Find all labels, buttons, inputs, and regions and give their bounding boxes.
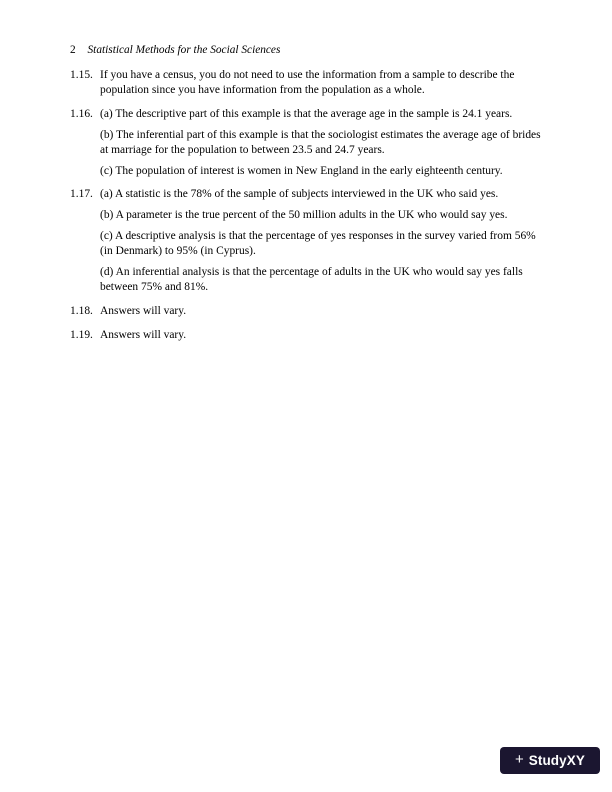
watermark-label-part1: Study bbox=[528, 753, 567, 768]
watermark-label bbox=[529, 753, 585, 768]
list-item bbox=[70, 328, 548, 343]
item-paragraph: (b) The inferential part of this example is that the sociologist estimates the average age of brides at marriage for the population to between 23.5 and 24.7 years. bbox=[100, 128, 541, 156]
watermark-label-part2: XY bbox=[566, 753, 585, 768]
page-header bbox=[70, 44, 280, 56]
item-number: 1.15. bbox=[70, 69, 93, 81]
item-paragraph: (c) The population of interest is women in New England in the early eighteenth century. bbox=[100, 164, 503, 177]
item-number: 1.16. bbox=[70, 107, 93, 120]
item-paragraph: (a) The descriptive part of this example is that the average age in the sample is 24.1 years. bbox=[100, 107, 513, 120]
list-item bbox=[70, 187, 548, 294]
item-body bbox=[100, 328, 548, 343]
exercise-list bbox=[70, 68, 548, 352]
item-body bbox=[100, 304, 548, 319]
item-paragraph: (d) An inferential analysis is that the percentage of adults in the UK who would say yes falls between 75% and 81%. bbox=[100, 266, 523, 293]
item-paragraph: Answers will vary. bbox=[100, 328, 187, 341]
item-body bbox=[100, 187, 548, 294]
item-number: 1.18. bbox=[70, 304, 93, 317]
header-book-title: Statistical Methods for the Social Sciences bbox=[87, 44, 281, 56]
item-paragraph: (b) A parameter is the true percent of the 50 million adults in the UK who would say yes. bbox=[100, 209, 508, 222]
item-body bbox=[100, 107, 548, 179]
studyxy-watermark[interactable] bbox=[500, 747, 600, 774]
plus-icon: + bbox=[515, 751, 524, 768]
item-number: 1.17. bbox=[70, 188, 93, 201]
list-item bbox=[70, 107, 548, 179]
item-body bbox=[100, 68, 548, 98]
item-paragraph: (c) A descriptive analysis is that the percentage of yes responses in the survey varied from 56% (in Denmark) to 95% (in Cyprus). bbox=[100, 230, 536, 258]
list-item bbox=[70, 304, 548, 319]
item-paragraph: Answers will vary. bbox=[100, 304, 187, 317]
item-number: 1.19. bbox=[70, 328, 93, 341]
item-paragraph: (a) A statistic is the 78% of the sample of subjects interviewed in the UK who said yes. bbox=[100, 188, 499, 201]
item-paragraph: If you have a census, you do not need to use the information from a sample to describe the population since you have information from the population as a whole. bbox=[100, 69, 515, 96]
header-page-number: 2 bbox=[70, 44, 76, 56]
list-item bbox=[70, 68, 548, 98]
